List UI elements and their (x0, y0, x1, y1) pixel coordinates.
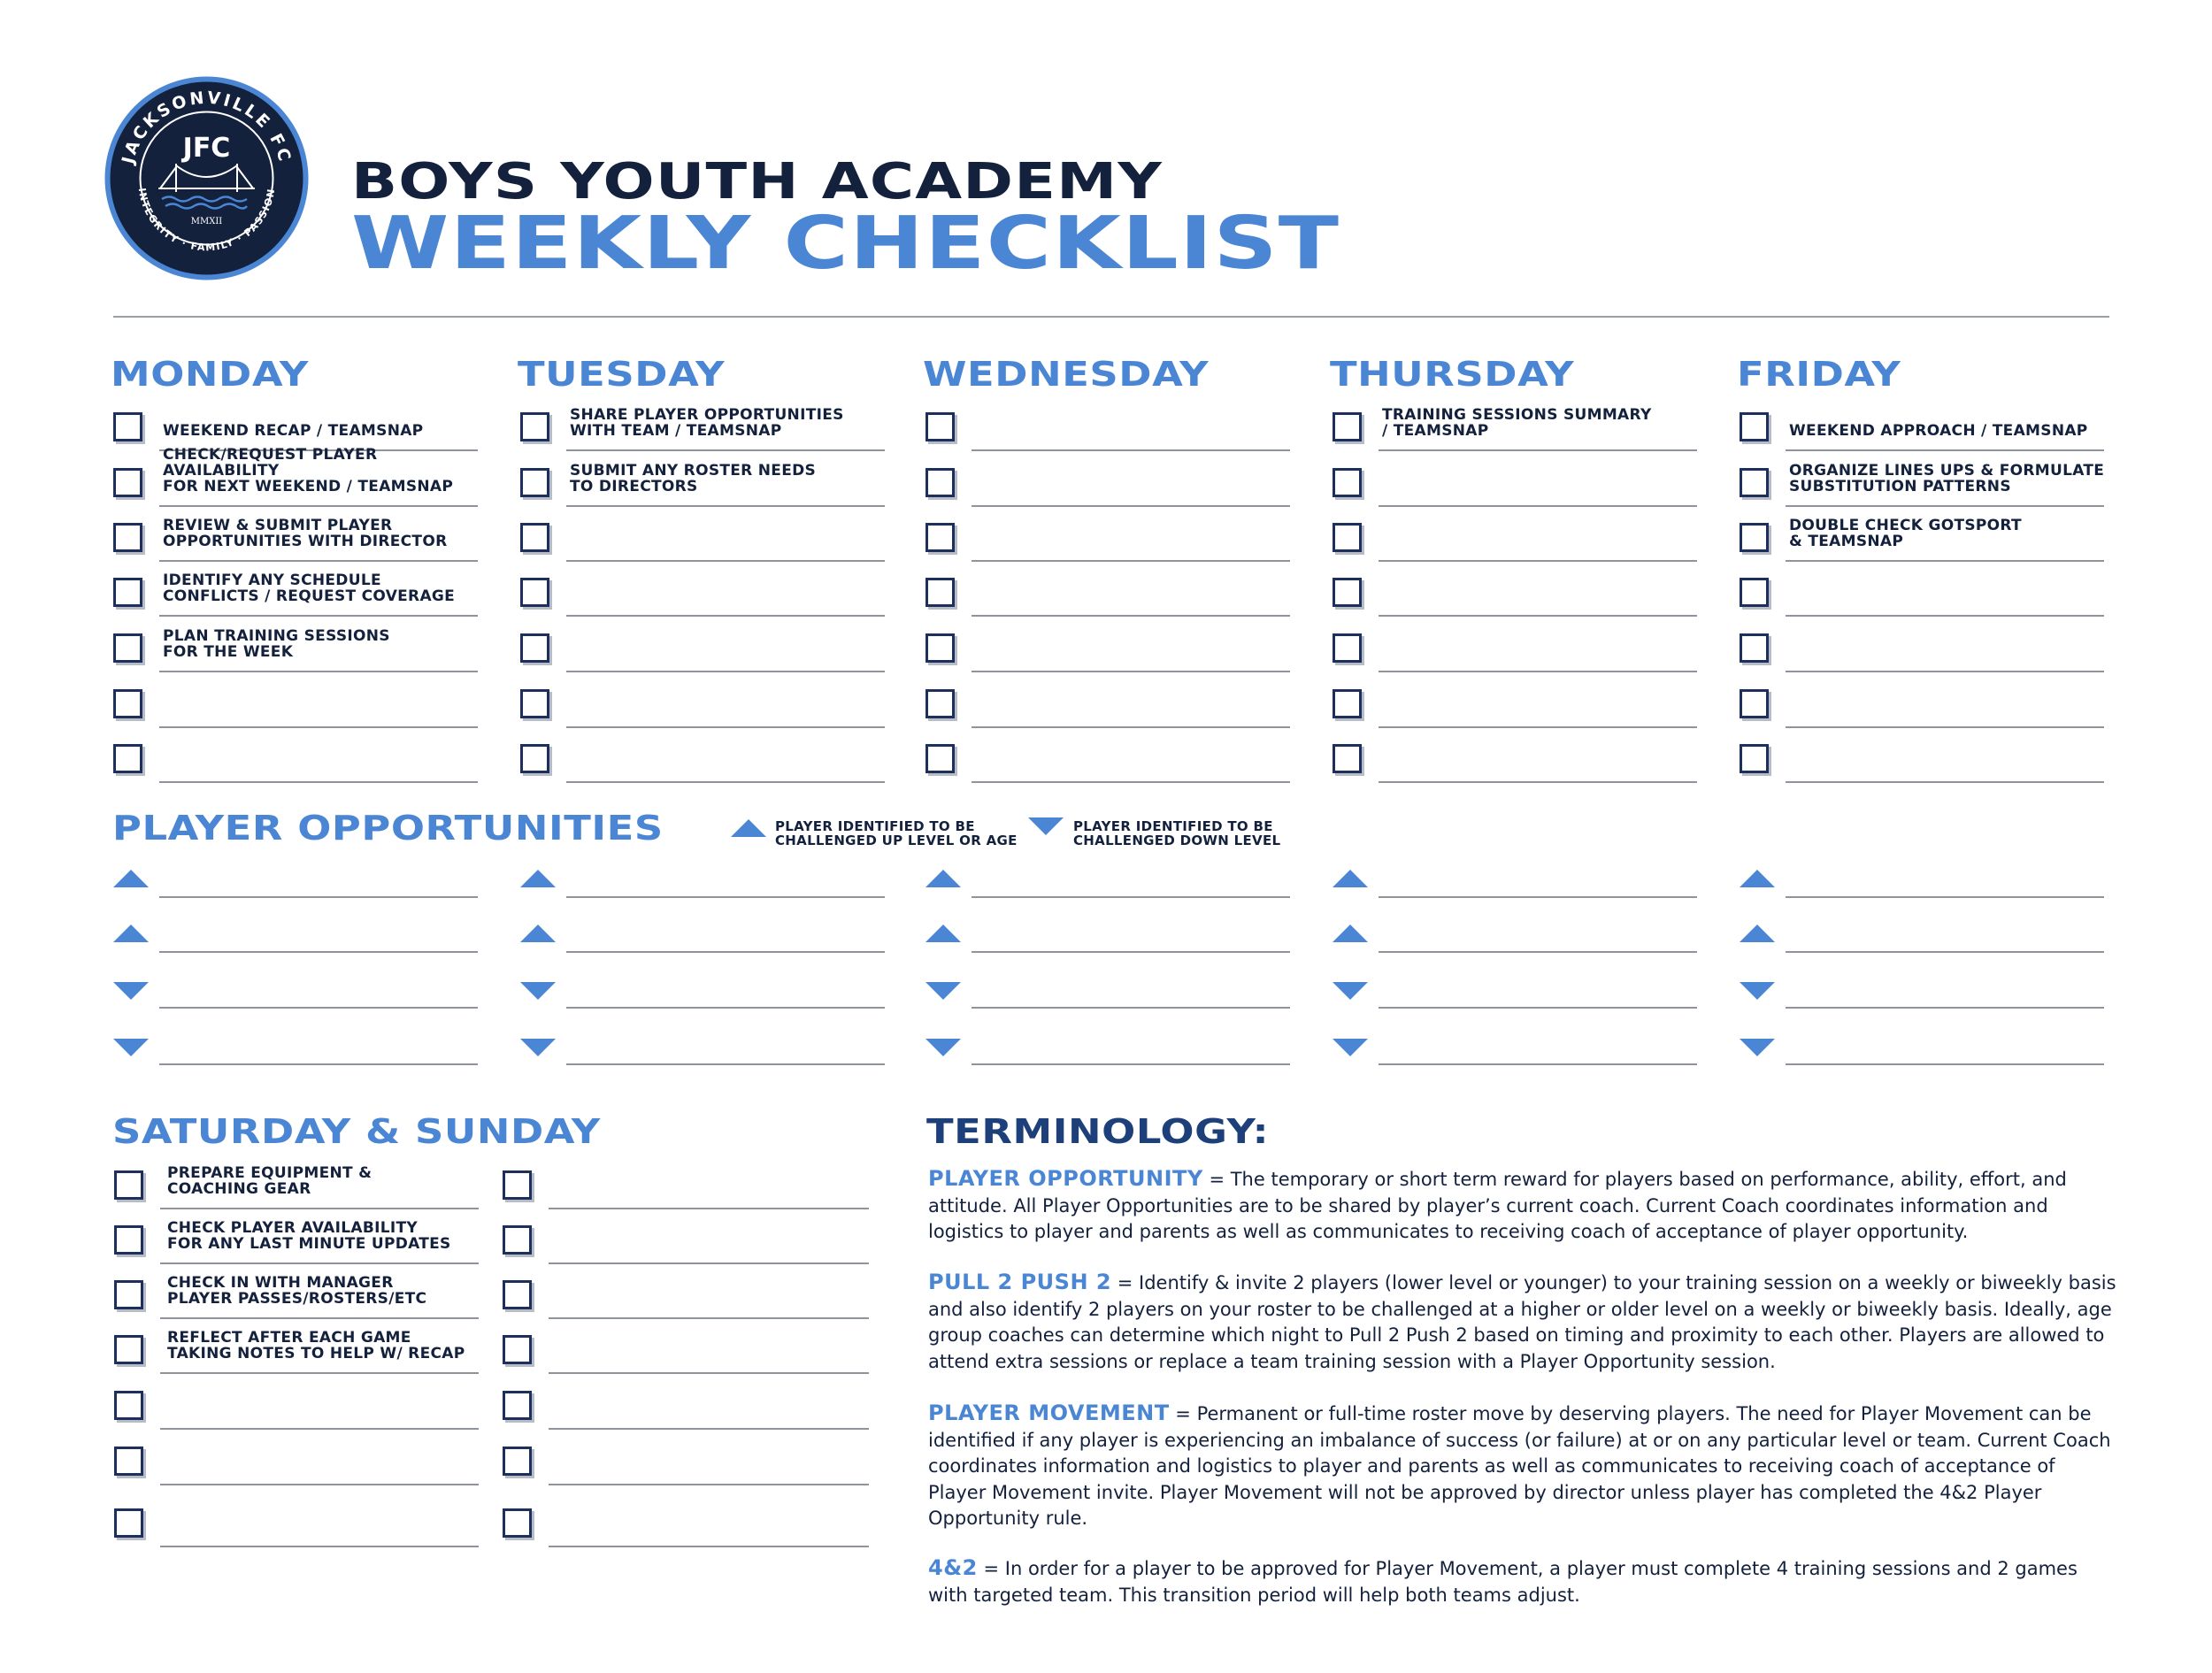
task-checkbox[interactable] (520, 633, 549, 663)
task-write-line (1379, 726, 1697, 728)
player-opportunity-row (926, 863, 1293, 898)
weekend-checklist-row (503, 1384, 870, 1430)
player-opportunity-row (1333, 1030, 1700, 1065)
terminology-definition: = Permanent or full-time roster move by deserving players. The need for Player Movement can be identified if any player is experiencing an imbalance of success (or failure) at or on any particular level or team. Current Coach coordinates information and logistics to player and parents as well as communicates to receiving coach of acceptance of Player Movement invite. Player Movement will not be approved by director unless player has completed the 4&2 Player Opportunity rule. (928, 1403, 2111, 1529)
task-write-line (1786, 781, 2104, 783)
player-name-line[interactable] (159, 1007, 478, 1009)
task-checkbox[interactable] (1740, 689, 1769, 718)
task-write-line (972, 505, 1290, 507)
svg-text:MMXII: MMXII (190, 217, 223, 226)
checklist-row (113, 682, 480, 728)
player-name-line[interactable] (159, 896, 478, 898)
triangle-down-icon (520, 1039, 556, 1056)
triangle-down-icon (1333, 982, 1368, 1000)
header-divider (113, 316, 2109, 318)
task-write-line (1379, 615, 1697, 617)
task-write-line (566, 781, 885, 783)
task-write-line (549, 1484, 869, 1485)
task-checkbox[interactable] (114, 1391, 143, 1420)
player-name-line[interactable] (1786, 1007, 2104, 1009)
task-label: CHECK IN WITH MANAGER PLAYER PASSES/ROSTERS/ETC (167, 1274, 427, 1308)
task-checkbox[interactable] (1333, 744, 1362, 773)
checklist-row (113, 737, 480, 783)
task-write-line (159, 505, 478, 507)
checklist-row (1740, 626, 2107, 672)
task-write-line (1786, 505, 2104, 507)
task-label: SUBMIT ANY ROSTER NEEDS TO DIRECTORS (570, 462, 817, 495)
task-checkbox[interactable] (114, 1508, 143, 1538)
task-write-line (1379, 671, 1697, 672)
checklist-row (926, 682, 1293, 728)
task-checkbox[interactable] (113, 689, 142, 718)
task-write-line (566, 726, 885, 728)
terminology-term: PLAYER OPPORTUNITY (928, 1166, 1203, 1191)
player-opportunity-row (1740, 973, 2107, 1009)
player-name-line[interactable] (1379, 1007, 1697, 1009)
task-checkbox[interactable] (113, 633, 142, 663)
legend-up-text: PLAYER IDENTIFIED TO BE CHALLENGED UP LEVEL OR AGE (775, 818, 1018, 848)
task-label: PREPARE EQUIPMENT & COACHING GEAR (167, 1164, 373, 1198)
task-checkbox[interactable] (926, 412, 955, 441)
task-write-line (1786, 560, 2104, 562)
task-checkbox[interactable] (503, 1447, 532, 1476)
task-checkbox[interactable] (503, 1335, 532, 1364)
weekend-checklist-row (503, 1328, 870, 1374)
svg-text:JACKSONVILLE FC: JACKSONVILLE FC (118, 88, 296, 166)
player-name-line[interactable] (1379, 896, 1697, 898)
player-name-line[interactable] (972, 896, 1290, 898)
task-checkbox[interactable] (926, 578, 955, 607)
task-write-line (972, 726, 1290, 728)
task-write-line (566, 615, 885, 617)
terminology-heading: TERMINOLOGY: (926, 1112, 1270, 1151)
triangle-down-icon (520, 982, 556, 1000)
player-opportunities-heading: PLAYER OPPORTUNITIES (112, 809, 664, 848)
task-checkbox[interactable] (520, 689, 549, 718)
task-write-line (549, 1317, 869, 1319)
task-write-line (160, 1372, 479, 1374)
terminology-entry (928, 1401, 2118, 1532)
triangle-up-icon (1333, 870, 1368, 887)
task-checkbox[interactable] (520, 744, 549, 773)
task-write-line (1379, 781, 1697, 783)
task-checkbox[interactable] (114, 1170, 143, 1200)
task-checkbox[interactable] (926, 744, 955, 773)
player-name-line[interactable] (1786, 951, 2104, 953)
task-write-line (1786, 671, 2104, 672)
weekend-checklist-row (114, 1439, 481, 1485)
task-label: REFLECT AFTER EACH GAME TAKING NOTES TO HELP W/ RECAP (167, 1329, 465, 1362)
checklist-row (1740, 682, 2107, 728)
player-name-line[interactable] (566, 1063, 885, 1065)
task-write-line (1379, 449, 1697, 451)
triangle-up-icon (113, 870, 149, 887)
task-checkbox[interactable] (113, 412, 142, 441)
triangle-down-icon (1333, 1039, 1368, 1056)
checklist-row (520, 682, 887, 728)
task-write-line (159, 615, 478, 617)
task-write-line (160, 1208, 479, 1209)
task-write-line (160, 1317, 479, 1319)
player-opportunity-row (113, 917, 480, 953)
weekend-checklist-row (503, 1218, 870, 1264)
checklist-row (926, 461, 1293, 507)
player-opportunity-row (926, 917, 1293, 953)
task-checkbox[interactable] (1333, 633, 1362, 663)
triangle-down-icon (926, 1039, 961, 1056)
task-write-line (549, 1208, 869, 1209)
task-label: IDENTIFY ANY SCHEDULE CONFLICTS / REQUEST COVERAGE (163, 572, 456, 605)
task-checkbox[interactable] (926, 523, 955, 552)
player-opportunity-row (520, 973, 887, 1009)
triangle-up-icon (1740, 870, 1775, 887)
checklist-row (1740, 571, 2107, 617)
task-checkbox[interactable] (1740, 523, 1769, 552)
task-checkbox[interactable] (113, 523, 142, 552)
task-write-line (549, 1372, 869, 1374)
checklist-row (1333, 571, 1700, 617)
player-opportunity-row (520, 917, 887, 953)
triangle-down-icon (1740, 1039, 1775, 1056)
task-write-line (159, 560, 478, 562)
task-write-line (1786, 726, 2104, 728)
task-checkbox[interactable] (1740, 412, 1769, 441)
player-opportunity-row (1740, 863, 2107, 898)
task-checkbox[interactable] (1333, 689, 1362, 718)
triangle-up-icon (520, 925, 556, 942)
weekend-checklist-row (114, 1273, 481, 1319)
svg-text:INTEGRITY · FAMILY · PASSION: INTEGRITY · FAMILY · PASSION (135, 187, 278, 254)
triangle-up-icon (926, 925, 961, 942)
weekend-checklist-row (114, 1163, 481, 1209)
task-write-line (160, 1428, 479, 1430)
triangle-down-icon (113, 982, 149, 1000)
task-write-line (566, 671, 885, 672)
weekend-checklist-row (114, 1328, 481, 1374)
checklist-row (1333, 461, 1700, 507)
day-heading-2: WEDNESDAY (923, 355, 1210, 394)
player-opportunity-row (926, 973, 1293, 1009)
task-label: PLAN TRAINING SESSIONS FOR THE WEEK (163, 627, 390, 661)
task-write-line (1379, 505, 1697, 507)
checklist-row (1333, 626, 1700, 672)
day-heading-0: MONDAY (111, 355, 309, 394)
task-checkbox[interactable] (114, 1280, 143, 1309)
task-label: CHECK PLAYER AVAILABILITY FOR ANY LAST MINUTE UPDATES (167, 1219, 451, 1253)
checklist-row (520, 737, 887, 783)
checklist-row (1333, 516, 1700, 562)
weekend-heading: SATURDAY & SUNDAY (112, 1112, 601, 1151)
task-checkbox[interactable] (520, 523, 549, 552)
task-checkbox[interactable] (113, 578, 142, 607)
task-write-line (160, 1484, 479, 1485)
checklist-row (1740, 405, 2107, 451)
terminology-definition: = In order for a player to be approved for Player Movement, a player must complete 4 training sessions and 2 games with targeted team. This transition period will help both teams adjust. (928, 1558, 2078, 1606)
terminology-term: 4&2 (928, 1555, 978, 1580)
task-write-line (972, 615, 1290, 617)
triangle-down-icon (926, 982, 961, 1000)
checklist-row (113, 446, 480, 507)
task-write-line (549, 1262, 869, 1264)
checklist-row (1740, 737, 2107, 783)
terminology-definition: = The temporary or short term reward for players based on performance, ability, effort, and attitude. All Player Opportunities are to be shared by player’s current coach. Current Coach coordinates information and logistics to player and parents as well as communicates to receiving coach of acceptance of player opportunity. (928, 1169, 2067, 1242)
terminology-term: PLAYER MOVEMENT (928, 1401, 1170, 1425)
player-name-line[interactable] (159, 1063, 478, 1065)
checklist-row (926, 626, 1293, 672)
player-name-line[interactable] (566, 896, 885, 898)
task-checkbox[interactable] (503, 1225, 532, 1255)
task-checkbox[interactable] (1333, 523, 1362, 552)
task-checkbox[interactable] (1740, 744, 1769, 773)
task-checkbox[interactable] (1333, 468, 1362, 497)
task-label: WEEKEND APPROACH / TEAMSNAP (1789, 422, 2088, 440)
player-name-line[interactable] (1379, 1063, 1697, 1065)
weekend-checklist-row (114, 1384, 481, 1430)
task-checkbox[interactable] (113, 468, 142, 497)
task-write-line (159, 726, 478, 728)
task-checkbox[interactable] (1333, 412, 1362, 441)
task-write-line (972, 449, 1290, 451)
checklist-row (926, 516, 1293, 562)
checklist-row (113, 571, 480, 617)
task-write-line (566, 505, 885, 507)
checklist-row (113, 626, 480, 672)
task-write-line (160, 1546, 479, 1547)
player-opportunity-row (1333, 973, 1700, 1009)
checklist-row (926, 737, 1293, 783)
checklist-row (1333, 737, 1700, 783)
player-name-line[interactable] (1786, 1063, 2104, 1065)
task-label: CHECK/REQUEST PLAYER AVAILABILITY FOR NEXT WEEKEND / TEAMSNAP (163, 446, 454, 495)
task-write-line (972, 781, 1290, 783)
player-opportunity-row (113, 1030, 480, 1065)
weekend-checklist-row (503, 1273, 870, 1319)
task-write-line (1786, 615, 2104, 617)
checklist-row (520, 405, 887, 451)
player-opportunity-row (520, 863, 887, 898)
task-checkbox[interactable] (503, 1391, 532, 1420)
day-heading-1: TUESDAY (518, 355, 726, 394)
player-name-line[interactable] (566, 951, 885, 953)
checklist-row (520, 626, 887, 672)
task-write-line (549, 1546, 869, 1547)
triangle-up-icon (1740, 925, 1775, 942)
terminology-entry (928, 1555, 2118, 1608)
terminology-definition: = Identify & invite 2 players (lower level or younger) to your training session on a weekly or biweekly basis and also identify 2 players on your roster to be challenged at a higher or older level on a weekly or biweekly basis. Ideally, age group coaches can determine which night to Pull 2 Push 2 based on timing and proximity to each other. Players are allowed to attend extra sessions or replace a team training session with a Player Opportunity session. (928, 1272, 2116, 1372)
checklist-row (520, 516, 887, 562)
task-checkbox[interactable] (503, 1170, 532, 1200)
player-name-line[interactable] (972, 951, 1290, 953)
legend-up-triangle-icon (731, 819, 766, 837)
player-name-line[interactable] (972, 1063, 1290, 1065)
weekend-checklist-row (114, 1218, 481, 1264)
terminology-entry (928, 1166, 2118, 1246)
terminology-entry (928, 1270, 2118, 1375)
player-opportunity-row (113, 973, 480, 1009)
task-write-line (972, 560, 1290, 562)
checklist-row (926, 405, 1293, 451)
task-checkbox[interactable] (520, 468, 549, 497)
checklist-row (113, 405, 480, 451)
task-write-line (159, 671, 478, 672)
task-label: TRAINING SESSIONS SUMMARY / TEAMSNAP (1382, 406, 1652, 440)
player-name-line[interactable] (1379, 951, 1697, 953)
legend-down-text: PLAYER IDENTIFIED TO BE CHALLENGED DOWN LEVEL (1073, 818, 1281, 848)
task-checkbox[interactable] (114, 1225, 143, 1255)
task-write-line (159, 781, 478, 783)
player-opportunity-row (1740, 1030, 2107, 1065)
player-opportunity-row (1333, 917, 1700, 953)
weekend-checklist-row (503, 1439, 870, 1485)
task-checkbox[interactable] (503, 1508, 532, 1538)
task-checkbox[interactable] (113, 744, 142, 773)
task-write-line (972, 671, 1290, 672)
player-opportunity-row (520, 1030, 887, 1065)
task-write-line (160, 1262, 479, 1264)
task-write-line (566, 560, 885, 562)
player-name-line[interactable] (1786, 896, 2104, 898)
checklist-row (1333, 405, 1700, 451)
triangle-down-icon (1740, 982, 1775, 1000)
task-label: ORGANIZE LINES UPS & FORMULATE SUBSTITUTION PATTERNS (1789, 462, 2105, 495)
player-opportunity-row (113, 863, 480, 898)
page-title-line2: WEEKLY CHECKLIST (351, 202, 1340, 286)
task-checkbox[interactable] (926, 468, 955, 497)
triangle-up-icon (926, 870, 961, 887)
task-checkbox[interactable] (926, 633, 955, 663)
checklist-row (113, 516, 480, 562)
task-label: REVIEW & SUBMIT PLAYER OPPORTUNITIES WITH DIRECTOR (163, 517, 448, 550)
checklist-row (1740, 516, 2107, 562)
checklist-row (1333, 682, 1700, 728)
task-checkbox[interactable] (926, 689, 955, 718)
task-checkbox[interactable] (520, 578, 549, 607)
terminology-term: PULL 2 PUSH 2 (928, 1270, 1112, 1294)
task-checkbox[interactable] (114, 1335, 143, 1364)
player-opportunity-row (1740, 917, 2107, 953)
checklist-row (1740, 461, 2107, 507)
task-label: SHARE PLAYER OPPORTUNITIES WITH TEAM / TEAMSNAP (570, 406, 844, 440)
task-label: DOUBLE CHECK GOTSPORT & TEAMSNAP (1789, 517, 2022, 550)
weekend-checklist-row (503, 1163, 870, 1209)
legend-down-triangle-icon (1028, 817, 1064, 835)
task-checkbox[interactable] (1740, 578, 1769, 607)
task-write-line (1786, 449, 2104, 451)
day-heading-4: FRIDAY (1737, 355, 1901, 394)
player-name-line[interactable] (159, 951, 478, 953)
svg-text:JFC: JFC (182, 133, 231, 164)
task-checkbox[interactable] (1740, 633, 1769, 663)
player-name-line[interactable] (566, 1007, 885, 1009)
checklist-row (926, 571, 1293, 617)
player-opportunity-row (926, 1030, 1293, 1065)
task-write-line (549, 1428, 869, 1430)
task-checkbox[interactable] (520, 412, 549, 441)
triangle-down-icon (113, 1039, 149, 1056)
triangle-up-icon (520, 870, 556, 887)
page-title-line1: BOYS YOUTH ACADEMY (351, 153, 1164, 211)
triangle-up-icon (1333, 925, 1368, 942)
triangle-up-icon (113, 925, 149, 942)
task-checkbox[interactable] (114, 1447, 143, 1476)
jfc-logo (104, 75, 310, 281)
task-checkbox[interactable] (1740, 468, 1769, 497)
task-checkbox[interactable] (503, 1280, 532, 1309)
task-write-line (566, 449, 885, 451)
player-opportunity-row (1333, 863, 1700, 898)
weekend-checklist-row (114, 1501, 481, 1547)
day-heading-3: THURSDAY (1330, 355, 1575, 394)
player-name-line[interactable] (972, 1007, 1290, 1009)
task-label: WEEKEND RECAP / TEAMSNAP (163, 422, 424, 440)
checklist-row (520, 571, 887, 617)
weekend-checklist-row (503, 1501, 870, 1547)
task-checkbox[interactable] (1333, 578, 1362, 607)
checklist-row (520, 461, 887, 507)
task-write-line (1379, 560, 1697, 562)
